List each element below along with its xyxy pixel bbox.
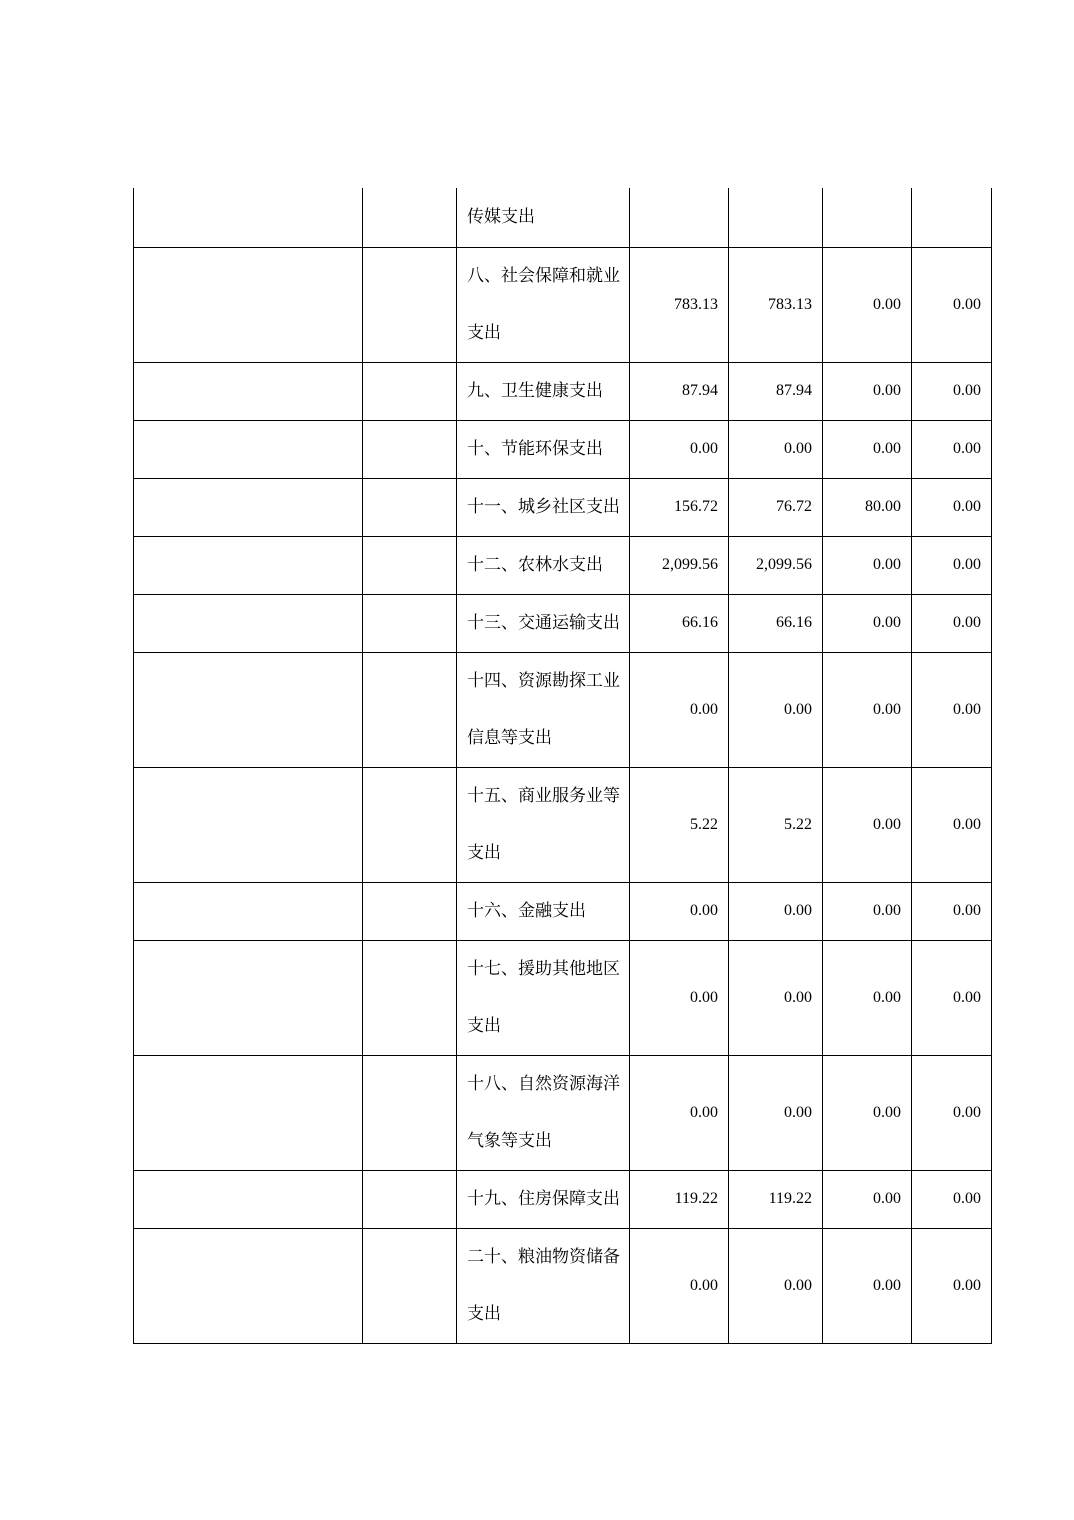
blank-cell-1 (134, 940, 363, 1055)
amount-government-fund: 0.00 (823, 362, 912, 420)
amount-total: 87.94 (630, 362, 729, 420)
blank-cell-2 (363, 940, 457, 1055)
blank-cell-2 (363, 1228, 457, 1343)
amount-general-budget: 76.72 (729, 478, 823, 536)
blank-cell-1 (134, 478, 363, 536)
amount-general-budget: 0.00 (729, 882, 823, 940)
amount-general-budget: 5.22 (729, 767, 823, 882)
amount-general-budget: 2,099.56 (729, 536, 823, 594)
amount-total: 0.00 (630, 940, 729, 1055)
table-row (134, 1228, 992, 1343)
expenditure-item: 十四、资源勘探工业信息等支出 (457, 652, 630, 767)
blank-cell-2 (363, 652, 457, 767)
amount-state-capital: 0.00 (912, 1170, 992, 1228)
amount-total: 0.00 (630, 420, 729, 478)
table-row (134, 478, 992, 536)
table-row (134, 594, 992, 652)
amount-general-budget: 0.00 (729, 940, 823, 1055)
table-body (134, 188, 992, 1343)
expenditure-item: 十三、交通运输支出 (457, 594, 630, 652)
amount-government-fund (823, 188, 912, 247)
blank-cell-2 (363, 882, 457, 940)
amount-state-capital: 0.00 (912, 940, 992, 1055)
blank-cell-1 (134, 188, 363, 247)
amount-state-capital: 0.00 (912, 362, 992, 420)
amount-government-fund: 0.00 (823, 882, 912, 940)
amount-government-fund: 0.00 (823, 767, 912, 882)
table-row (134, 882, 992, 940)
blank-cell-2 (363, 478, 457, 536)
blank-cell-2 (363, 420, 457, 478)
amount-state-capital: 0.00 (912, 478, 992, 536)
expenditure-item: 十七、援助其他地区支出 (457, 940, 630, 1055)
budget-expenditure-table (133, 188, 992, 1344)
amount-total: 0.00 (630, 1228, 729, 1343)
amount-government-fund: 0.00 (823, 940, 912, 1055)
amount-government-fund: 0.00 (823, 247, 912, 362)
blank-cell-1 (134, 1170, 363, 1228)
expenditure-item: 传媒支出 (457, 188, 630, 247)
blank-cell-2 (363, 536, 457, 594)
blank-cell-1 (134, 594, 363, 652)
amount-general-budget: 0.00 (729, 1228, 823, 1343)
amount-state-capital: 0.00 (912, 652, 992, 767)
table-row (134, 362, 992, 420)
amount-state-capital: 0.00 (912, 247, 992, 362)
amount-total: 66.16 (630, 594, 729, 652)
amount-government-fund: 0.00 (823, 594, 912, 652)
expenditure-item: 十九、住房保障支出 (457, 1170, 630, 1228)
blank-cell-1 (134, 536, 363, 594)
amount-government-fund: 0.00 (823, 1170, 912, 1228)
table-row (134, 1170, 992, 1228)
expenditure-item: 十二、农林水支出 (457, 536, 630, 594)
amount-state-capital: 0.00 (912, 882, 992, 940)
expenditure-item: 十、节能环保支出 (457, 420, 630, 478)
amount-total: 0.00 (630, 1055, 729, 1170)
amount-general-budget: 0.00 (729, 1055, 823, 1170)
blank-cell-1 (134, 882, 363, 940)
table-row (134, 536, 992, 594)
amount-government-fund: 0.00 (823, 536, 912, 594)
amount-state-capital: 0.00 (912, 767, 992, 882)
amount-government-fund: 80.00 (823, 478, 912, 536)
amount-state-capital: 0.00 (912, 1228, 992, 1343)
amount-government-fund: 0.00 (823, 420, 912, 478)
amount-general-budget: 0.00 (729, 652, 823, 767)
amount-state-capital: 0.00 (912, 536, 992, 594)
amount-government-fund: 0.00 (823, 652, 912, 767)
blank-cell-2 (363, 188, 457, 247)
expenditure-item: 二十、粮油物资储备支出 (457, 1228, 630, 1343)
blank-cell-2 (363, 247, 457, 362)
table-row (134, 940, 992, 1055)
amount-state-capital: 0.00 (912, 1055, 992, 1170)
expenditure-item: 八、社会保障和就业支出 (457, 247, 630, 362)
amount-general-budget (729, 188, 823, 247)
amount-total: 783.13 (630, 247, 729, 362)
blank-cell-1 (134, 1055, 363, 1170)
expenditure-item: 十一、城乡社区支出 (457, 478, 630, 536)
expenditure-item: 十六、金融支出 (457, 882, 630, 940)
amount-government-fund: 0.00 (823, 1228, 912, 1343)
amount-total: 156.72 (630, 478, 729, 536)
blank-cell-2 (363, 1170, 457, 1228)
table-row (134, 247, 992, 362)
table-row (134, 1055, 992, 1170)
amount-government-fund: 0.00 (823, 1055, 912, 1170)
amount-state-capital (912, 188, 992, 247)
amount-total: 0.00 (630, 652, 729, 767)
blank-cell-1 (134, 652, 363, 767)
blank-cell-2 (363, 767, 457, 882)
amount-general-budget: 119.22 (729, 1170, 823, 1228)
amount-general-budget: 783.13 (729, 247, 823, 362)
amount-general-budget: 87.94 (729, 362, 823, 420)
table-row (134, 652, 992, 767)
table-row (134, 188, 992, 247)
amount-state-capital: 0.00 (912, 594, 992, 652)
amount-general-budget: 66.16 (729, 594, 823, 652)
expenditure-item: 十八、自然资源海洋气象等支出 (457, 1055, 630, 1170)
amount-total: 0.00 (630, 882, 729, 940)
blank-cell-1 (134, 1228, 363, 1343)
expenditure-item: 十五、商业服务业等支出 (457, 767, 630, 882)
amount-total: 119.22 (630, 1170, 729, 1228)
blank-cell-2 (363, 594, 457, 652)
amount-state-capital: 0.00 (912, 420, 992, 478)
expenditure-item: 九、卫生健康支出 (457, 362, 630, 420)
table-row (134, 767, 992, 882)
blank-cell-1 (134, 247, 363, 362)
blank-cell-1 (134, 362, 363, 420)
amount-total (630, 188, 729, 247)
blank-cell-2 (363, 362, 457, 420)
blank-cell-2 (363, 1055, 457, 1170)
blank-cell-1 (134, 767, 363, 882)
amount-total: 5.22 (630, 767, 729, 882)
table-row (134, 420, 992, 478)
amount-general-budget: 0.00 (729, 420, 823, 478)
amount-total: 2,099.56 (630, 536, 729, 594)
blank-cell-1 (134, 420, 363, 478)
